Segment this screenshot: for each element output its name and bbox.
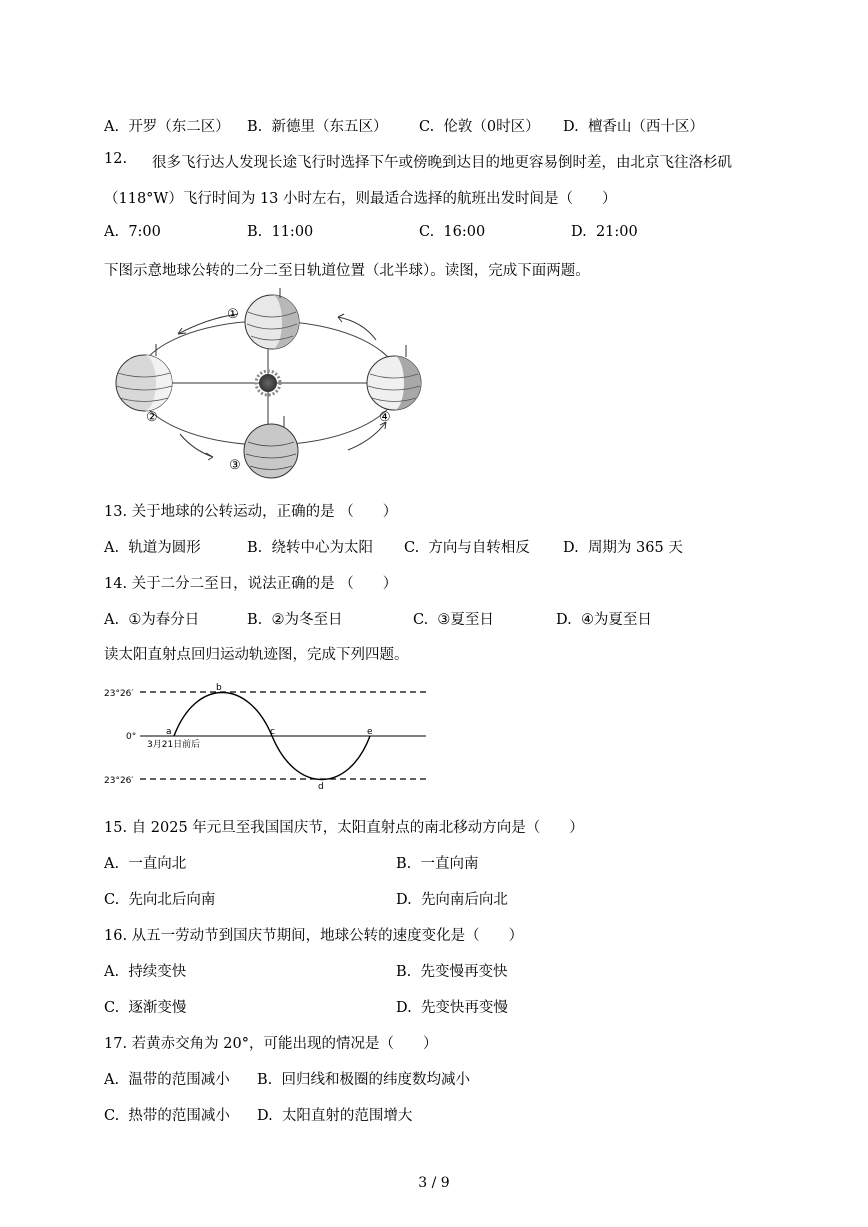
start-date-label: 3月21日前后 <box>147 740 201 750</box>
q17-option-c: C. 热带的范围减小 <box>104 1108 230 1124</box>
q12-option-b: B. 11:00 <box>247 224 314 240</box>
q16-option-a: A. 持续变快 <box>104 964 187 980</box>
orbit-intro: 下图示意地球公转的二分二至日轨道位置（北半球）。读图，完成下面两题。 <box>104 263 590 279</box>
earth-globe-2 <box>116 344 172 411</box>
q11-option-c: C. 伦敦（0时区） <box>419 119 540 135</box>
q13-option-c: C. 方向与自转相反 <box>404 540 530 556</box>
q11-option-d: D. 檀香山（西十区） <box>563 119 704 135</box>
q16-option-d: D. 先变快再变慢 <box>396 1000 508 1016</box>
sun-intro: 读太阳直射点回归运动轨迹图，完成下列四题。 <box>104 647 409 663</box>
q11-option-a: A. 开罗（东二区） <box>104 119 230 135</box>
q13-stem: 13. 关于地球的公转运动，正确的是 （ ） <box>104 504 398 520</box>
orbit-label-4: ④ <box>379 410 391 425</box>
lat-label-top: 23°26′ <box>104 689 134 699</box>
q17-option-a: A. 温带的范围减小 <box>104 1072 230 1088</box>
q13-option-a: A. 轨道为圆形 <box>104 540 201 556</box>
q13-option-d: D. 周期为 365 天 <box>563 540 683 556</box>
q14-stem: 14. 关于二分二至日，说法正确的是 （ ） <box>104 576 398 592</box>
earth-globe-1 <box>245 288 299 349</box>
q14-option-b: B. ②为冬至日 <box>247 612 343 628</box>
q12-option-a: A. 7:00 <box>104 224 161 240</box>
q17-stem: 17. 若黄赤交角为 20°，可能出现的情况是（ ） <box>104 1036 438 1052</box>
q14-option-a: A. ①为春分日 <box>104 612 200 628</box>
q13-option-b: B. 绕转中心为太阳 <box>247 540 373 556</box>
point-a-label: a <box>166 727 172 737</box>
q15-stem: 15. 自 2025 年元旦至我国国庆节，太阳直射点的南北移动方向是（ ） <box>104 820 584 836</box>
orbit-label-3: ③ <box>229 458 241 473</box>
q16-option-c: C. 逐渐变慢 <box>104 1000 187 1016</box>
point-b-label: b <box>216 683 222 693</box>
page-number: 3 / 9 <box>418 1175 450 1191</box>
orbit-figure <box>108 282 438 482</box>
q16-stem: 16. 从五一劳动节到国庆节期间，地球公转的速度变化是（ ） <box>104 928 524 944</box>
q12-option-c: C. 16:00 <box>419 224 486 240</box>
point-e-label: e <box>367 727 373 737</box>
point-c-label: c <box>270 727 275 737</box>
orbit-label-2: ② <box>146 410 158 425</box>
point-d-label: d <box>318 782 324 792</box>
q14-option-c: C. ③夏至日 <box>413 612 494 628</box>
q15-option-c: C. 先向北后向南 <box>104 892 216 908</box>
q15-option-d: D. 先向南后向北 <box>396 892 508 908</box>
lat-label-zero: 0° <box>126 732 137 742</box>
lat-label-bottom: 23°26′ <box>104 776 134 786</box>
q15-option-a: A. 一直向北 <box>104 856 187 872</box>
q14-option-d: D. ④为夏至日 <box>556 612 652 628</box>
q16-option-b: B. 先变慢再变快 <box>396 964 508 980</box>
orbit-label-1: ① <box>227 307 239 322</box>
q11-option-b: B. 新德里（东五区） <box>247 119 388 135</box>
earth-globe-3 <box>244 416 298 478</box>
q12-stem-line2: （118°W）飞行时间为 13 小时左右，则最适合选择的航班出发时间是（ ） <box>104 191 617 207</box>
q17-option-b: B. 回归线和极圈的纬度数均减小 <box>257 1072 470 1088</box>
q15-option-b: B. 一直向南 <box>396 856 479 872</box>
q12-number: 12. <box>104 151 128 167</box>
subsolar-migration-figure <box>100 680 430 792</box>
q12-stem-line1: 很多飞行达人发现长途飞行时选择下午或傍晚到达目的地更容易倒时差，由北京飞往洛杉矶 <box>152 155 732 171</box>
sun-icon <box>256 371 280 395</box>
q17-option-d: D. 太阳直射的范围增大 <box>257 1108 413 1124</box>
q12-option-d: D. 21:00 <box>571 224 638 240</box>
earth-globe-4 <box>367 345 421 410</box>
